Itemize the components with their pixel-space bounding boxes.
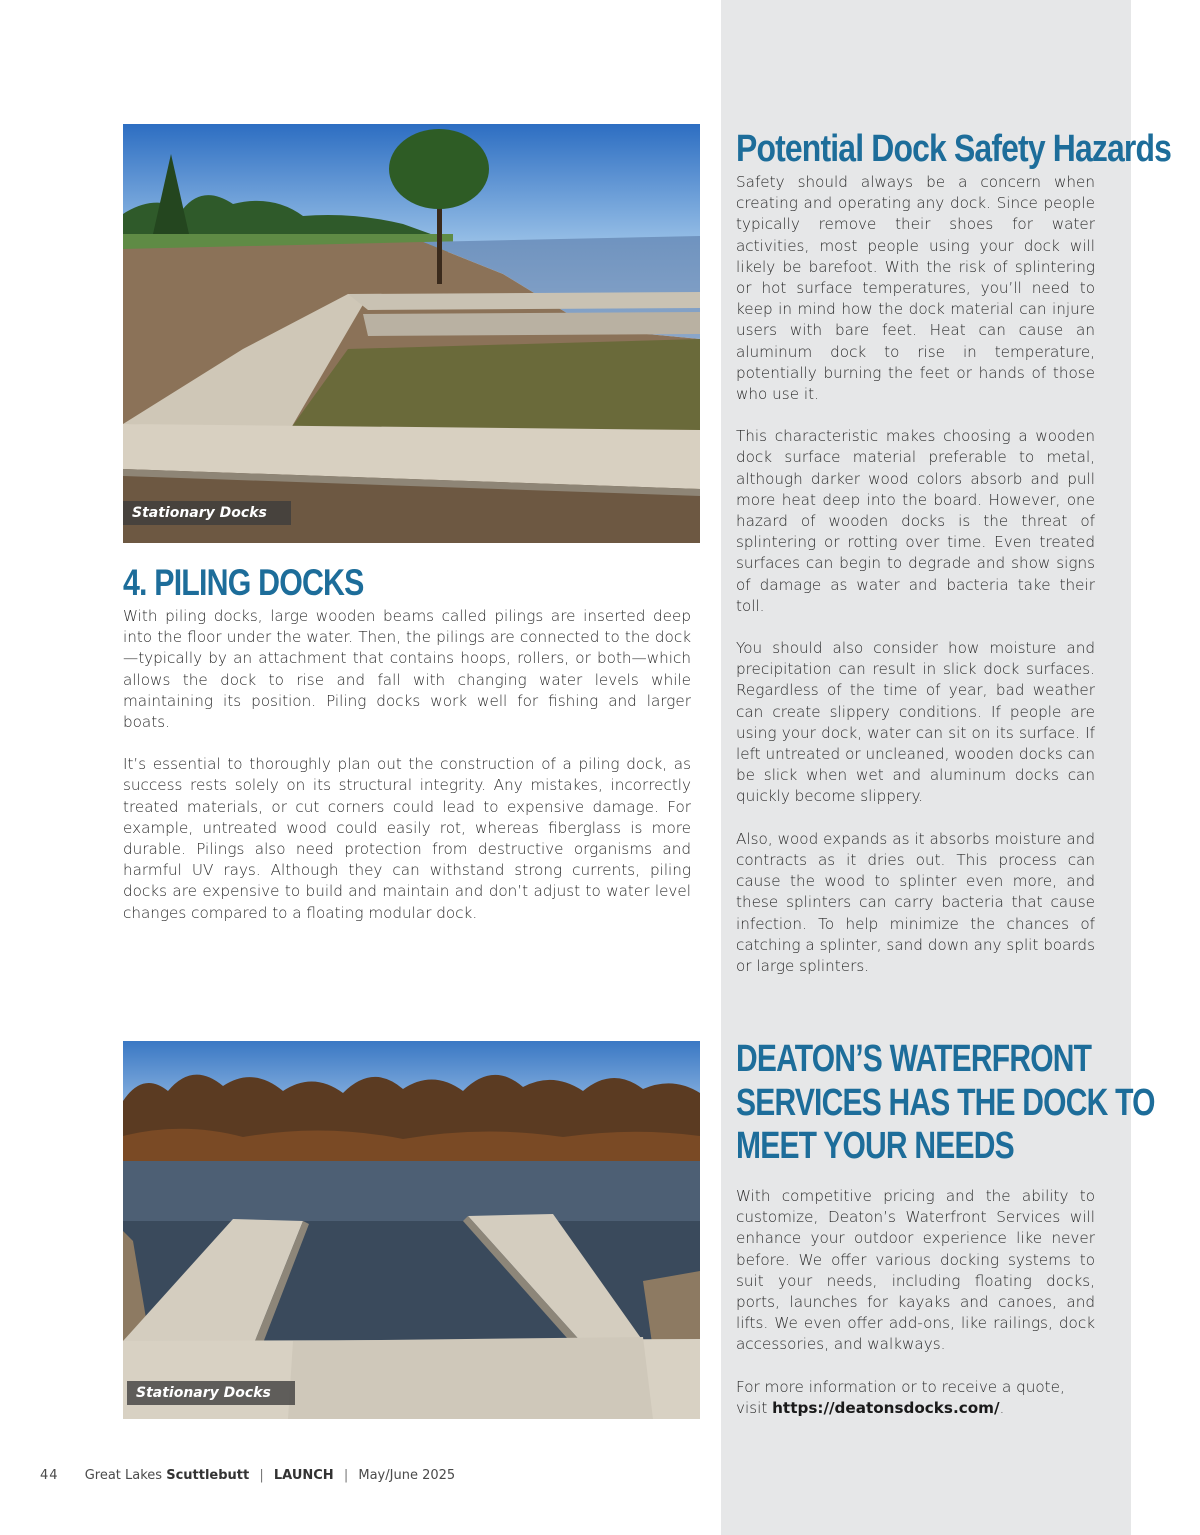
section-name: LAUNCH	[273, 1468, 334, 1483]
hazards-heading: Potential Dock Safety Hazards	[736, 128, 1172, 170]
deaton-paragraph: With competitive pricing and the ability to customize, Deaton’s Waterfront Services will enhance your outdoor experience like never before. We offer various docking systems to suit your needs, including floating docks, ports, launches for kayaks and canoes, and lifts. We even offer add-ons, like railings, dock accessories, and walkways.	[736, 1187, 1095, 1354]
piling-docks-heading: 4. PILING DOCKS	[123, 562, 364, 603]
page-number: 44	[40, 1468, 59, 1483]
piling-paragraph-2: It’s essential to thoroughly plan out the construction of a piling dock, as success rests solely on its structural integrity. Any mistakes, incorrectly treated materials, or cut corners could lead to expensive damage. For example, untreated wood could easily rot, whereas fiberglass is more durable. Pilings also need protection from destructive organisms and harmful UV rays. Although they can withstand strong currents, piling docks are expensive to build and maintain and don’t adjust to water level changes compared to a floating modular dock.	[123, 755, 691, 922]
piling-paragraph-1: With piling docks, large wooden beams called pilings are inserted deep into the floor under the water. Then, the pilings are connected to the dock—typically by an attachment that contains hoops, rollers, or both—which allows the dock to rise and fall with changing water levels while maintaining its position. Piling docks work well for fishing and larger boats.	[123, 607, 691, 732]
deaton-heading-line-3: MEET YOUR NEEDS	[736, 1125, 1014, 1167]
page-footer	[40, 1468, 455, 1483]
piling-docks-body	[123, 606, 691, 924]
deaton-heading	[736, 1038, 1155, 1169]
hazards-paragraph-4: Also, wood expands as it absorbs moisture and contracts as it dries out. This process can cause the wood to splinter even more, and these splinters can carry bacteria that cause infection. To help minimize the chances of catching a splinter, sand down any split boards or large splinters.	[736, 829, 1095, 975]
dock-image-illustration	[123, 124, 700, 543]
hazards-paragraph-3: You should also consider how moisture and precipitation can result in slick dock surfaces. Regardless of the time of year, bad weather can create slippery conditions. If people are using your dock, water can sit on its surface. If left untreated or uncleaned, wooden docks can be slick when wet and aluminum docks can quickly become slippery.	[736, 639, 1095, 806]
deaton-contact	[736, 1377, 1095, 1419]
hazards-paragraph-1: Safety should always be a concern when creating and operating any dock. Since people typically remove their shoes for water activities, most people using your dock will likely be barefoot. With the risk of splintering or hot surface temperatures, you’ll need to keep in mind how the dock material can injure users with bare feet. Heat can cause an aluminum dock to rise in temperature, potentially burning the feet or hands of those who use it.	[736, 173, 1095, 404]
stationary-docks-photo-bottom	[123, 1041, 700, 1419]
hazards-body	[736, 172, 1095, 977]
magazine-prefix: Great Lakes	[84, 1468, 163, 1483]
magazine-name: Scuttlebutt	[166, 1468, 250, 1483]
footer-separator: |	[343, 1468, 349, 1483]
issue-date: May/June 2025	[358, 1468, 456, 1483]
deaton-website-link[interactable]: https://deatonsdocks.com/	[772, 1398, 1000, 1417]
hazards-paragraph-2: This characteristic makes choosing a wooden dock surface material preferable to metal, although darker wood colors absorb and pull more heat deep into the board. However, one hazard of wooden docks is the threat of splintering or rotting over time. Even treated surfaces can begin to degrade and show signs of damage as water and bacteria take their toll.	[736, 427, 1095, 615]
dock-image-illustration	[123, 1041, 700, 1419]
stationary-docks-photo-top	[123, 124, 700, 543]
photo-caption-top: Stationary Docks	[123, 501, 291, 525]
photo-caption-bottom: Stationary Docks	[127, 1381, 295, 1405]
deaton-heading-line-1: DEATON’S WATERFRONT	[736, 1038, 1092, 1080]
deaton-heading-line-2: SERVICES HAS THE DOCK TO	[736, 1081, 1155, 1124]
footer-separator: |	[259, 1468, 264, 1483]
deaton-body	[736, 1186, 1095, 1419]
contact-text: For more information or to receive a quote, visit	[736, 1377, 1065, 1417]
contact-period: .	[999, 1398, 1005, 1417]
